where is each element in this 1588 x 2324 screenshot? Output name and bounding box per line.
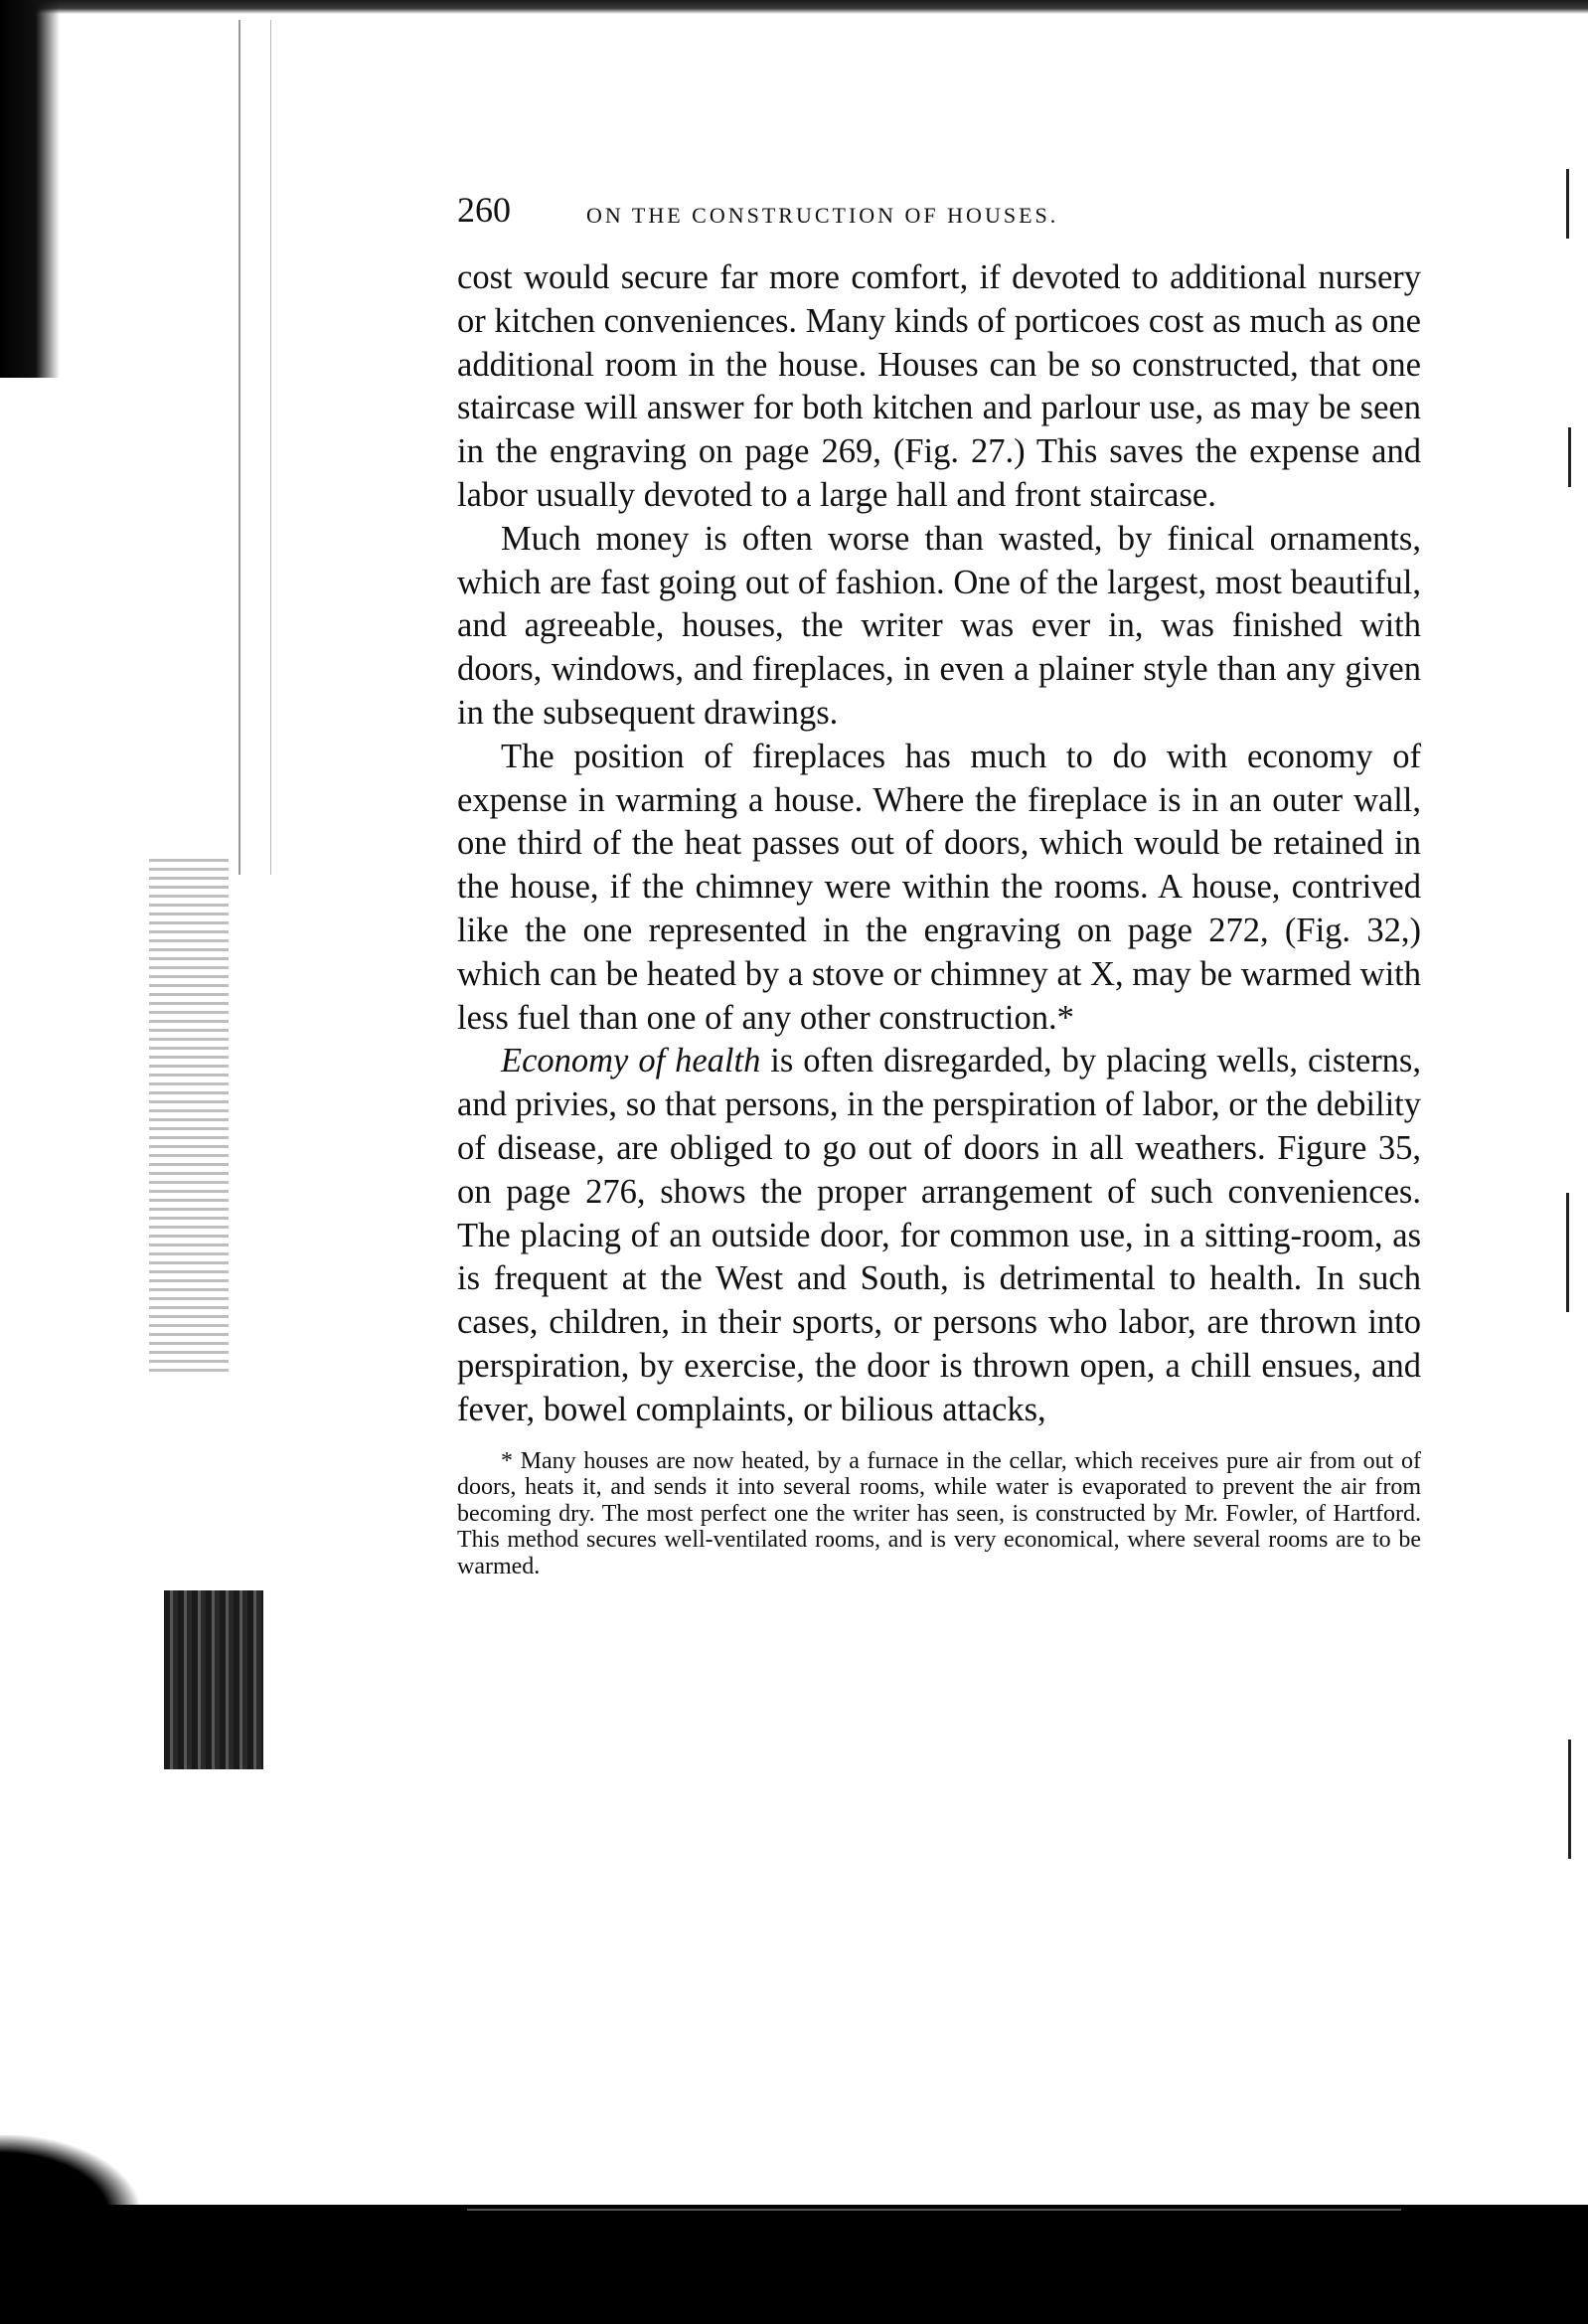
scan-edge-bottom <box>0 2205 1588 2324</box>
scan-gutter-dark-patch <box>164 1590 263 1769</box>
bottom-rule <box>467 2209 1401 2211</box>
paragraph-health <box>457 1040 1421 1431</box>
footnote-text: * Many houses are now heated, by a furnace in the cellar, which receives pure air from out of doors, heats it, and sends it into several rooms, while water is evaporated to prevent the air from becoming dry. The most perfect one the writer has seen, is constructed by Mr. Fowler, of Hartford. This method secures well-ventilated rooms, and is very economical, where several rooms are to be warmed. <box>457 1447 1421 1579</box>
scan-right-margin-mark <box>1568 427 1571 487</box>
running-head <box>457 189 1421 237</box>
footnote <box>457 1448 1421 1580</box>
scan-edge-top <box>0 0 1588 14</box>
scan-gutter-lines <box>238 20 271 875</box>
body-text <box>457 256 1421 1432</box>
scan-right-margin-mark <box>1568 1740 1571 1859</box>
italic-lead: Economy of health <box>501 1042 761 1080</box>
paragraph-fireplaces: The position of fireplaces has much to do with economy of expense in warming a house. Where the fireplace is in an outer wall, one third of the heat passes out of doors, which would be retained in the house, if the chimney were within the rooms. A house, contrived like the one represented in the engraving on page 272, (Fig. 32,) which can be heated by a stove or chimney at X, may be warmed with less fuel than one of any other construction.* <box>457 737 1421 1037</box>
scan-gutter-bleedthrough <box>149 855 229 1372</box>
page-number: 260 <box>457 190 511 230</box>
book-page <box>457 189 1421 1579</box>
paragraph-ornaments: Much money is often worse than wasted, by finical ornaments, which are fast going out of fashion. One of the largest, most beautiful, and agreeable, houses, the writer was ever in, was finished with doors, windows, and fireplaces, in even a plainer style than any given in the subsequent drawings. <box>457 519 1421 732</box>
paragraph-health-text: is often disregarded, by placing wells, cisterns, and privies, so that persons, in the perspiration of labor, or the debility of disease, are obliged to go out of doors in all weathers. Figure 35, on page 276, shows the proper arrangement of such conveniences. The placing of an outside door, for common use, in a sitting-room, as is frequent at the West and South, is detrimental to health. In such cases, children, in their sports, or persons who labor, are thrown into perspiration, by exercise, the door is thrown open, a chill ensues, and fever, bowel complaints, or bilious attacks, <box>457 1042 1421 1428</box>
scan-spine-shadow <box>0 0 60 378</box>
scan-right-margin-mark <box>1566 169 1569 239</box>
paragraph-continued: cost would secure far more comfort, if devoted to additional nursery or kitchen conveniences. Many kinds of porticoes cost as much as one additional room in the house. Houses can be so constructed, that one staircase will answer for both kitchen and parlour use, as may be seen in the engraving on page 269, (Fig. 27.) This saves the expense and labor usually devoted to a large hall and front staircase. <box>457 258 1421 514</box>
running-title: ON THE CONSTRUCTION OF HOUSES. <box>586 203 1059 228</box>
scan-right-margin-mark <box>1566 1193 1569 1312</box>
